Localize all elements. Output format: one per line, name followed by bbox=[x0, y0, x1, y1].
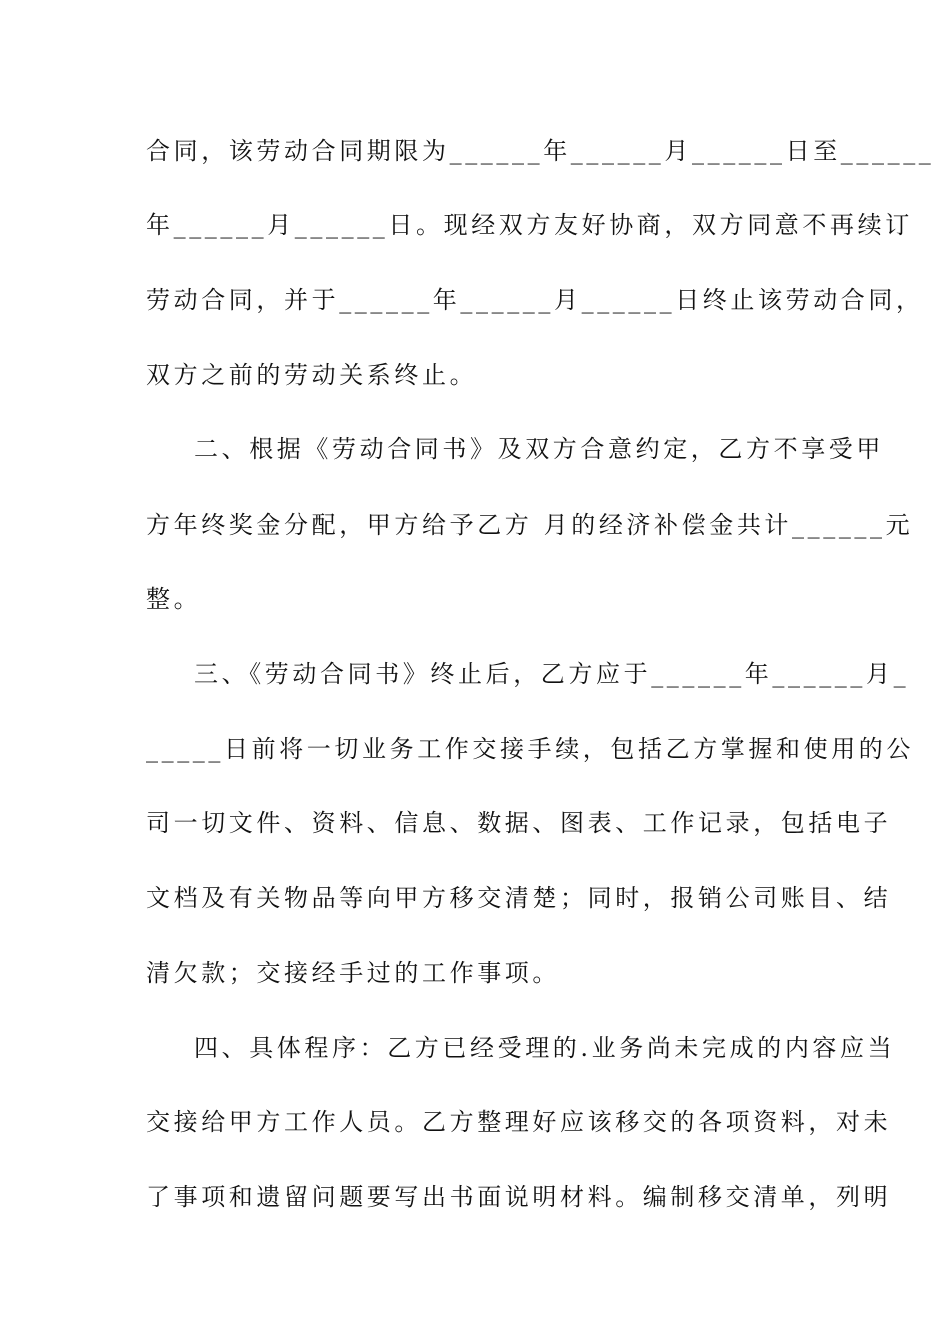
text-line: 了事项和遗留问题要写出书面说明材料。编制移交清单，列明 bbox=[146, 1183, 892, 1211]
text-line: 文档及有关物品等向甲方移交清楚；同时，报销公司账目、结 bbox=[146, 884, 892, 912]
text-line: _____日前将一切业务工作交接手续，包括乙方掌握和使用的公 bbox=[146, 735, 914, 763]
paragraph-start-line: 二、根据《劳动合同书》及双方合意约定，乙方不享受甲 bbox=[194, 435, 884, 463]
text-line: 交接给甲方工作人员。乙方整理好应该移交的各项资料，对未 bbox=[146, 1108, 892, 1136]
text-line: 年______月______日。现经双方友好协商，双方同意不再续订 bbox=[146, 211, 913, 239]
paragraph-start-line: 三、《劳动合同书》终止后，乙方应于______年______月_ bbox=[194, 660, 910, 688]
text-line: 方年终奖金分配，甲方给予乙方 月的经济补偿金共计______元 bbox=[146, 511, 914, 539]
paragraph-start-line: 四、具体程序：乙方已经受理的.业务尚未完成的内容应当 bbox=[194, 1034, 896, 1062]
text-line: 合同，该劳动合同期限为______年______月______日至______ bbox=[146, 137, 935, 165]
text-line: 双方之前的劳动关系终止。 bbox=[146, 361, 478, 389]
text-line: 整。 bbox=[146, 585, 202, 613]
text-line: 司一切文件、资料、信息、数据、图表、工作记录，包括电子 bbox=[146, 809, 892, 837]
text-line: 劳动合同，并于______年______月______日终止该劳动合同， bbox=[146, 286, 924, 314]
text-line: 清欠款；交接经手过的工作事项。 bbox=[146, 959, 560, 987]
